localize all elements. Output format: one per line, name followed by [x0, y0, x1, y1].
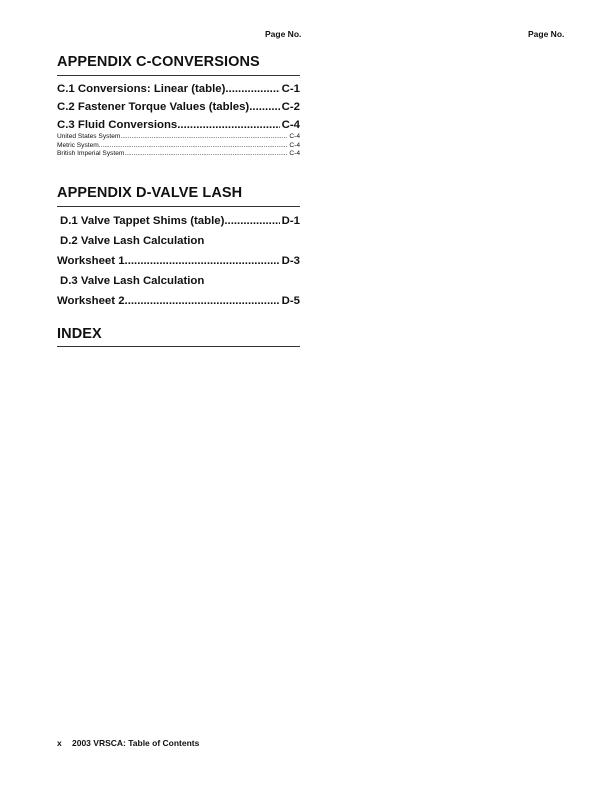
- leader-dots: [125, 255, 280, 267]
- toc-subentry-us-system[interactable]: [57, 133, 300, 142]
- toc-entry-worksheet-2[interactable]: [57, 295, 300, 307]
- appendix-d-rule: [57, 206, 300, 207]
- appendix-d-section: [57, 185, 300, 307]
- page-no-header-left: Page No.: [265, 29, 302, 39]
- toc-entry-page: C-1: [281, 83, 300, 95]
- leader-dots: [177, 119, 279, 131]
- toc-subentry-british-imperial-system[interactable]: [57, 150, 300, 159]
- leader-dots: [120, 133, 287, 142]
- toc-entry-page: D-1: [281, 215, 300, 227]
- toc-entry-page: D-3: [281, 255, 300, 267]
- toc-subentry-page: C-4: [289, 133, 300, 140]
- appendix-c-title: APPENDIX C-CONVERSIONS: [57, 54, 260, 70]
- page-footer: [57, 738, 199, 748]
- appendix-d-title: APPENDIX D-VALVE LASH: [57, 185, 243, 201]
- toc-entry-page: D-5: [281, 295, 300, 307]
- footer-text: 2003 VRSCA: Table of Contents: [72, 738, 200, 748]
- leader-dots: [249, 101, 279, 113]
- leader-dots: [224, 215, 279, 227]
- toc-entry-c3[interactable]: [57, 119, 300, 131]
- toc-subentry-label: British Imperial System: [57, 150, 125, 157]
- index-rule: [57, 346, 300, 347]
- toc-entry-c1[interactable]: [57, 83, 300, 95]
- toc-subentry-label: Metric System: [57, 141, 99, 149]
- toc-subentry-metric-system[interactable]: [57, 142, 300, 151]
- toc-subentry-page: C-4: [289, 150, 300, 157]
- page-no-header-right: Page No.: [528, 29, 565, 39]
- toc-entry-label: Worksheet 2: [57, 295, 125, 307]
- toc-entry-label: D.1 Valve Tappet Shims (table): [60, 215, 225, 227]
- toc-entry-d3[interactable]: D.3 Valve Lash Calculation: [60, 275, 205, 287]
- toc-entry-d1[interactable]: [57, 215, 300, 227]
- leader-dots: [125, 295, 280, 307]
- toc-entry-page: C-2: [281, 101, 300, 113]
- toc-entry-label: Worksheet 1: [57, 255, 125, 267]
- toc-entry-c2[interactable]: [57, 101, 300, 113]
- footer-page-number: x: [57, 738, 62, 748]
- toc-entry-label: C.1 Conversions: Linear (table): [57, 83, 226, 95]
- toc-entry-d2[interactable]: D.2 Valve Lash Calculation: [60, 235, 205, 247]
- toc-entry-page: C-4: [281, 119, 300, 131]
- leader-dots: [124, 150, 287, 159]
- index-title[interactable]: INDEX: [57, 326, 102, 342]
- toc-entry-worksheet-1[interactable]: [57, 255, 300, 267]
- toc-subentry-page: C-4: [289, 141, 300, 149]
- toc-entry-label: C.2 Fastener Torque Values (tables): [57, 101, 250, 113]
- toc-entry-label: C.3 Fluid Conversions: [57, 119, 178, 131]
- leader-dots: [225, 83, 279, 95]
- toc-subentry-label: United States System: [57, 133, 121, 140]
- leader-dots: [99, 142, 288, 151]
- appendix-c-rule: [57, 75, 300, 76]
- appendix-c-section: [57, 54, 300, 159]
- index-section: [57, 326, 300, 347]
